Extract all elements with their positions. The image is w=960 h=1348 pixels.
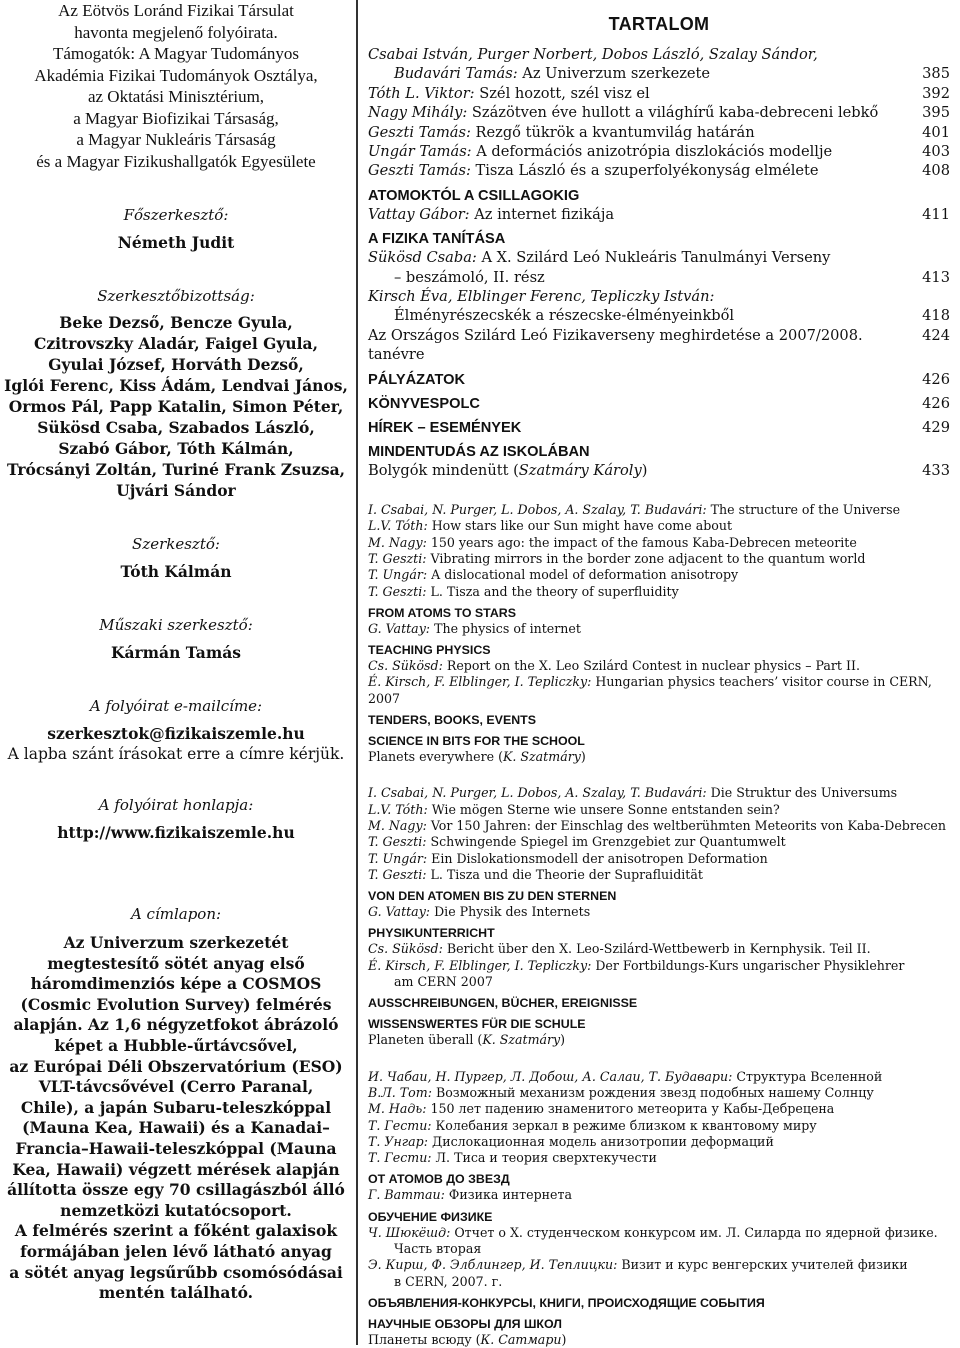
toc-entry[interactable]	[368, 306, 950, 325]
entry-page: 401	[922, 123, 950, 141]
de-entry-author: K. Szatmáry	[482, 1032, 561, 1048]
toc-title: TARTALOM	[608, 14, 710, 34]
section-contests-heading: PÁLYÁZATOK	[368, 371, 466, 388]
en-entry	[368, 621, 950, 637]
cover-description	[0, 933, 352, 1304]
en-entry-author: M. Nagy:	[368, 534, 427, 550]
ru-entry-author: И. Чабаи, Н. Пургер, Л. Добош, А. Салаи, Т. Будавари:	[368, 1068, 733, 1084]
cover-line: alapján. Az 1,6 négyzetfokot ábrázoló	[13, 1015, 339, 1035]
cover-line: képet a Hubble-űrtávcsővel,	[54, 1035, 298, 1055]
toc-entry[interactable]	[368, 45, 950, 64]
ru-entry-title: Структура Вселенной	[732, 1068, 883, 1084]
cover-line: (Cosmic Evolution Survey) felmérés	[20, 994, 332, 1014]
de-entry	[368, 974, 950, 990]
de-entry-author: T. Geszti:	[368, 834, 427, 850]
toc-entry[interactable]	[368, 84, 950, 103]
cover-line: A felmérés szerint a főként galaxisok	[14, 1221, 338, 1241]
entry-text	[368, 161, 910, 180]
entry-page	[910, 45, 950, 64]
tech-editor-label: Műszaki szerkesztő:	[99, 616, 253, 634]
cover-line: Francia–Hawaii-teleszkóppal (Mauna	[15, 1138, 337, 1158]
toc-entry[interactable]	[368, 142, 950, 161]
en-entry-title: The physics of internet	[430, 620, 581, 636]
entry-title: Szél hozott, szél visz el	[474, 84, 650, 102]
editor-in-chief-label: Főszerkesztő:	[123, 206, 229, 224]
en-entry-author: K. Szatmáry	[503, 749, 581, 765]
entry-author: Budavári Tamás:	[394, 65, 518, 83]
entry-title: Százötven éve hullott a világhírű kaba-debreceni lebkő	[467, 104, 879, 122]
de-entry-author: T. Ungár:	[368, 850, 428, 866]
section-school-list	[368, 461, 950, 480]
masthead-column	[0, 0, 352, 1345]
entry-title: Az Országos Szilárd Leó Fizikaverseny meghirdetése a 2007/2008. tanévre	[368, 326, 863, 364]
publisher-line: a Magyar Biofizikai Társaság,	[73, 108, 279, 128]
entry-title: A deformációs anizotrópia diszlokációs modellje	[471, 143, 833, 161]
en-entry	[368, 658, 950, 674]
cover-line: az Európai Déli Obszervatórium (ESO)	[9, 1056, 343, 1076]
section-books-row	[368, 395, 950, 413]
ru-entry-author: В.Л. Тот:	[368, 1084, 432, 1100]
publisher-line: az Oktatási Minisztérium,	[87, 87, 265, 106]
en-entry	[368, 551, 950, 567]
de-entry-author: L.V. Tóth:	[368, 801, 428, 817]
de-entry	[368, 802, 950, 818]
de-entry	[368, 1032, 950, 1048]
publisher-line: Támogatók: A Magyar Tudományos	[52, 44, 300, 63]
ru-entry	[368, 1241, 950, 1257]
entry-title: Élményrészecskék a részecske-élményeinkből	[394, 307, 735, 325]
board-line: Beke Dezső, Bencze Gyula,	[59, 313, 293, 332]
ru-entry-title: Визит и курс венгерских учителей физики	[617, 1257, 908, 1273]
entry-text	[368, 248, 910, 267]
de-section-heading: WISSENSWERTES FÜR DIE SCHULE	[368, 1017, 586, 1032]
en-section-heading: FROM ATOMS TO STARS	[368, 605, 516, 620]
entry-text	[368, 326, 910, 365]
ru-entry-author: Т. Унгар:	[368, 1133, 428, 1149]
entry-page: 433	[922, 461, 950, 479]
ru-section-heading: ОБУЧЕНИЕ ФИЗИКЕ	[368, 1209, 493, 1224]
en-entry	[368, 535, 950, 551]
english-contents	[368, 502, 950, 765]
ru-entry-title: Планеты всюду (	[368, 1331, 481, 1347]
en-entry	[368, 674, 950, 707]
en-entry-title: Hungarian physics teachers’ visitor course in CERN, 2007	[368, 674, 932, 706]
toc-entry[interactable]	[368, 248, 950, 267]
en-entry-title: 150 years ago: the impact of the famous Kaba-Debrecen meteorite	[426, 534, 857, 550]
ru-entry-author: Т. Гести:	[368, 1150, 432, 1166]
de-entry-title: Bericht über den X. Leo-Szilárd-Wettbewerb in Kernphysik. Teil II.	[442, 941, 871, 957]
ru-entry-title: Л. Тиса и теория сверхтекучести	[431, 1150, 657, 1166]
cover-line: Az Univerzum szerkezetét	[63, 933, 289, 952]
de-section-heading: VON DEN ATOMEN BIS ZU DEN STERNEN	[368, 889, 617, 904]
section-news-heading: HÍREK – ESEMÉNYEK	[368, 419, 522, 436]
en-section-heading: SCIENCE IN BITS FOR THE SCHOOL	[368, 734, 585, 749]
entry-title: Az internet fizikája	[469, 205, 615, 223]
de-entry	[368, 904, 950, 920]
ru-section-heading: ОБЪЯВЛЕНИЯ-КОНКУРСЫ, КНИГИ, ПРОИСХОДЯЩИЕ СОБЫТИЯ	[368, 1295, 765, 1310]
section-school-heading: MINDENTUDÁS AZ ISKOLÁBAN	[368, 443, 590, 460]
entry-title: Rezgő tükrök a kvantumvilág határán	[470, 123, 755, 141]
de-entry-title: Schwingende Spiegel im Grenzgebiet zur Quantumwelt	[426, 834, 786, 850]
de-entry-title: Wie mögen Sterne wie unsere Sonne entstanden sein?	[427, 801, 780, 817]
entry-text	[368, 268, 910, 287]
board-line: Czitrovszky Aladár, Faigel Gyula,	[34, 334, 318, 353]
entry-author: Geszti Tamás:	[368, 162, 471, 180]
de-entry	[368, 941, 950, 957]
contents-column	[368, 0, 950, 1345]
entry-author: Geszti Tamás:	[368, 123, 471, 141]
entry-text	[368, 142, 910, 161]
entry-title-italic: Szatmáry Károly	[518, 461, 642, 479]
ru-entry-author: Г. Ваттаи:	[368, 1187, 445, 1203]
entry-page: 395	[922, 104, 950, 122]
publisher-line: Az Eötvös Loránd Fizikai Társulat	[58, 1, 294, 20]
editor-label: Szerkesztő:	[132, 535, 220, 553]
en-entry-author: L.V. Tóth:	[368, 518, 428, 534]
russian-contents	[368, 1069, 950, 1348]
ru-entry-author: Т. Гести:	[368, 1117, 432, 1133]
en-entry-author: T. Ungár:	[368, 567, 428, 583]
en-entry-title: Planets everywhere (	[368, 749, 503, 765]
ru-entry	[368, 1134, 950, 1150]
section-atoms-list	[368, 205, 950, 224]
toc-entry[interactable]	[368, 103, 950, 122]
entry-author: Vattay Gábor:	[368, 205, 470, 223]
de-section-heading: PHYSIKUNTERRICHT	[368, 926, 495, 941]
entry-author: Nagy Mihály:	[368, 104, 468, 122]
cover-line: megtestesítő sötét anyag első	[47, 953, 305, 973]
toc-entry[interactable]	[368, 268, 950, 287]
cover-line: Kea, Hawaii) végzett mérések alapján	[12, 1159, 340, 1179]
de-entry-title: Vor 150 Jahren: der Einschlag des weltberühmten Meteorits von Kaba-Debrecen	[426, 817, 946, 833]
board-line: Trócsányi Zoltán, Turiné Frank Zsuzsa,	[6, 460, 346, 479]
ru-entry-title: 150 лет падению знаменитого метеорита у Кабы-Дебрецена	[426, 1101, 835, 1117]
de-entry-title: Die Struktur des Universums	[706, 785, 898, 801]
entry-text	[368, 45, 910, 64]
en-section-heading: TEACHING PHYSICS	[368, 643, 491, 658]
cover-line: mentén található.	[98, 1283, 254, 1303]
homepage-link[interactable]: http://www.fizikaiszemle.hu	[57, 823, 295, 842]
ru-entry-title: Отчет о X. студенческом конкурсом им. Л. Силарда по ядерной физике.	[450, 1224, 938, 1240]
en-entry-author: T. Geszti:	[368, 583, 427, 599]
de-entry-title: Die Physik des Internets	[430, 904, 591, 920]
de-entry	[368, 785, 950, 801]
entry-page	[910, 248, 950, 267]
en-entry-author: G. Vattay:	[368, 620, 431, 636]
de-entry	[368, 867, 950, 883]
entry-author: Ungár Tamás:	[368, 143, 472, 161]
cover-label: A címlapon:	[130, 905, 222, 923]
cover-line: formájában jelen lévő látható anyag	[20, 1241, 332, 1261]
board-line: Gyulai József, Horváth Dezső,	[48, 355, 304, 374]
ru-section-heading: ОТ АТОМОВ ДО ЗВЕЗД	[368, 1172, 510, 1187]
entry-page: 392	[922, 84, 950, 102]
de-entry	[368, 834, 950, 850]
ru-entry-title: в CERN, 2007. г.	[394, 1273, 503, 1289]
column-divider	[356, 0, 358, 1345]
toc-entry[interactable]	[368, 64, 950, 83]
cover-line: VLT-távcsővével (Cerro Paranal,	[38, 1077, 314, 1097]
toc-entry[interactable]	[368, 205, 950, 224]
ru-entry-title: Физика интернета	[444, 1187, 572, 1203]
de-entry	[368, 958, 950, 974]
en-entry	[368, 749, 950, 765]
section-books-page: 426	[922, 394, 950, 412]
de-entry-title: Ein Dislokationsmodell der anisotropen Deformation	[427, 850, 768, 866]
entry-page: 408	[922, 162, 950, 180]
editor-name: Tóth Kálmán	[120, 562, 232, 581]
en-entry	[368, 518, 950, 534]
ru-entry	[368, 1225, 950, 1241]
en-entry-title: L. Tisza and the theory of superfluidity	[426, 583, 679, 599]
email-note: A lapba szánt írásokat erre a címre kérjük.	[7, 745, 345, 763]
cover-line: nemzetközi kutatócsoport.	[60, 1200, 292, 1220]
entry-text	[368, 84, 910, 103]
cover-line: a sötét anyag legsűrűbb csomósódásai	[9, 1262, 343, 1282]
german-contents	[368, 785, 950, 1048]
entry-author: Tóth L. Viktor:	[368, 84, 475, 102]
editorial-board-label: Szerkesztőbizottság:	[97, 287, 255, 305]
entry-author: Sükösd Csaba:	[368, 249, 477, 267]
ru-entry-author: К. Сатмари	[480, 1331, 562, 1347]
section-news-row	[368, 419, 950, 437]
en-entry	[368, 584, 950, 600]
entry-title: Tisza László és a szuperfolyékonyság elmélete	[470, 162, 819, 180]
ru-entry	[368, 1332, 950, 1348]
homepage-label: A folyóirat honlapja:	[98, 796, 254, 814]
entry-title: A X. Szilárd Leó Nukleáris Tanulmányi Verseny	[476, 249, 831, 267]
publisher-line: a Magyar Nukleáris Társaság	[76, 130, 276, 149]
toc-entry[interactable]	[368, 287, 950, 306]
hungarian-contents	[368, 45, 950, 181]
entry-title: Az Univerzum szerkezete	[517, 65, 711, 83]
en-entry-title: Vibrating mirrors in the border zone adjacent to the quantum world	[426, 550, 866, 566]
board-line: Szabó Gábor, Tóth Kálmán,	[58, 439, 294, 458]
cover-line: (Mauna Kea, Hawaii) és a Kanadai–	[22, 1118, 330, 1138]
ru-entry-author: Ч. Шюкёшд:	[368, 1224, 451, 1240]
de-entry-title-end: )	[560, 1032, 566, 1048]
entry-text	[368, 64, 910, 83]
entry-text	[368, 123, 910, 142]
ru-entry	[368, 1085, 950, 1101]
email-label: A folyóirat e-mailcíme:	[89, 697, 263, 715]
section-contests-page: 426	[922, 370, 950, 388]
entry-author: Csabai István, Purger Norbert, Dobos László, Szalay Sándor,	[368, 46, 818, 63]
ru-section-heading: НАУЧНЫЕ ОБЗОРЫ ДЛЯ ШКОЛ	[368, 1316, 562, 1331]
en-entry-title: The structure of the Universe	[706, 502, 901, 518]
en-entry-title: How stars like our Sun might have come about	[427, 518, 733, 534]
section-atoms-heading: ATOMOKTÓL A CSILLAGOKIG	[368, 187, 580, 204]
toc-entry[interactable]	[368, 161, 950, 180]
de-entry-author: T. Geszti:	[368, 866, 427, 882]
ru-entry-title: Часть вторая	[394, 1241, 482, 1256]
entry-title: – beszámoló, II. rész	[394, 268, 545, 286]
editorial-board-list	[0, 312, 352, 501]
de-entry-title: Der Fortbildungs-Kurs ungarischer Physiklehrer	[591, 957, 905, 973]
en-section-heading: TENDERS, BOOKS, EVENTS	[368, 713, 536, 728]
entry-text	[368, 205, 910, 224]
de-entry-author: Cs. Sükösd:	[368, 941, 443, 957]
en-entry-author: I. Csabai, N. Purger, L. Dobos, A. Szalay, T. Budavári:	[368, 502, 707, 518]
entry-page: 424	[922, 326, 950, 344]
ru-entry-title: Колебания зеркал в режиме близком к квантовому миру	[431, 1117, 817, 1133]
toc-entry[interactable]	[368, 123, 950, 142]
ru-entry	[368, 1069, 950, 1085]
entry-page: 403	[922, 143, 950, 161]
de-entry-author: G. Vattay:	[368, 904, 431, 920]
section-news-page: 429	[922, 418, 950, 436]
ru-entry	[368, 1187, 950, 1203]
ru-entry-title: Возможный механизм рождения звезд подобных нашему Солнцу	[431, 1084, 874, 1100]
en-entry-author: É. Kirsch, F. Elblinger, I. Tepliczky:	[368, 674, 592, 690]
de-entry-title: Planeten überall (	[368, 1032, 483, 1048]
ru-entry	[368, 1101, 950, 1117]
ru-entry	[368, 1150, 950, 1166]
en-entry-author: T. Geszti:	[368, 550, 427, 566]
entry-text	[368, 306, 910, 325]
en-entry-title-end: )	[580, 749, 586, 765]
entry-text	[368, 461, 910, 480]
entry-page: 411	[922, 205, 950, 223]
de-entry-title: L. Tisza und die Theorie der Suprafluidität	[426, 866, 703, 882]
ru-entry-author: М. Надь:	[368, 1101, 427, 1117]
cover-line: háromdimenziós képe a COSMOS	[30, 974, 322, 994]
entry-page: 418	[922, 307, 950, 325]
entry-text	[368, 103, 910, 122]
board-line: Ormos Pál, Papp Katalin, Simon Péter,	[8, 397, 344, 416]
cover-line: állította össze egy 70 csillagászból álló	[7, 1180, 345, 1200]
entry-title-end: )	[641, 461, 648, 479]
en-entry-title: A dislocational model of deformation anisotropy	[427, 567, 739, 583]
ru-entry-title-end: )	[561, 1331, 567, 1347]
section-teaching-list	[368, 248, 950, 364]
publisher-line: havonta megjelenő folyóirata.	[74, 22, 278, 42]
editor-in-chief-name: Németh Judit	[117, 233, 235, 252]
en-entry	[368, 567, 950, 583]
entry-page: 385	[922, 65, 950, 83]
en-entry-title: Report on the X. Leo Szilárd Contest in nuclear physics – Part II.	[442, 658, 860, 674]
entry-page: 413	[922, 268, 950, 286]
entry-author: Kirsch Éva, Elblinger Ferenc, Tepliczky István:	[368, 288, 715, 306]
de-entry-author: I. Csabai, N. Purger, L. Dobos, A. Szalay, T. Budavári:	[368, 785, 707, 801]
ru-entry-author: Э. Кирш, Ф. Элблингер, И. Теплицки:	[368, 1257, 618, 1273]
publisher-info	[0, 0, 352, 172]
board-line: Iglói Ferenc, Kiss Ádám, Lendvai János,	[4, 376, 348, 395]
toc-entry[interactable]	[368, 326, 950, 365]
tech-editor-name: Kármán Tamás	[110, 643, 242, 662]
de-entry-author: M. Nagy:	[368, 817, 427, 833]
board-line: Ujvári Sándor	[116, 481, 236, 500]
cover-line: Chile), a japán Subaru-teleszkóppal	[20, 1097, 332, 1117]
publisher-line: Akadémia Fizikai Tudományok Osztálya,	[34, 65, 318, 85]
ru-entry	[368, 1274, 950, 1290]
board-line: Sükösd Csaba, Szabados László,	[37, 418, 315, 437]
de-entry-author: É. Kirsch, F. Elblinger, I. Tepliczky:	[368, 957, 592, 973]
entry-title: Bolygók mindenütt (	[368, 461, 519, 479]
toc-entry[interactable]	[368, 461, 950, 480]
section-books-heading: KÖNYVESPOLC	[368, 395, 480, 412]
ru-entry	[368, 1257, 950, 1273]
de-entry	[368, 818, 950, 834]
ru-entry-title: Дислокационная модель анизотропии деформаций	[427, 1133, 774, 1149]
de-section-heading: AUSSCHREIBUNGEN, BÜCHER, EREIGNISSE	[368, 996, 638, 1011]
entry-text	[368, 287, 910, 306]
publisher-line: és a Magyar Fizikushallgatók Egyesülete	[36, 151, 316, 171]
email-link[interactable]: szerkesztok@fizikaiszemle.hu	[47, 724, 305, 743]
ru-entry	[368, 1118, 950, 1134]
de-entry	[368, 851, 950, 867]
section-contests-row	[368, 371, 950, 389]
en-entry	[368, 502, 950, 518]
en-entry-author: Cs. Sükösd:	[368, 658, 443, 674]
entry-page	[910, 287, 950, 306]
section-teaching-heading: A FIZIKA TANÍTÁSA	[368, 231, 506, 248]
de-entry-title: am CERN 2007	[394, 974, 493, 990]
